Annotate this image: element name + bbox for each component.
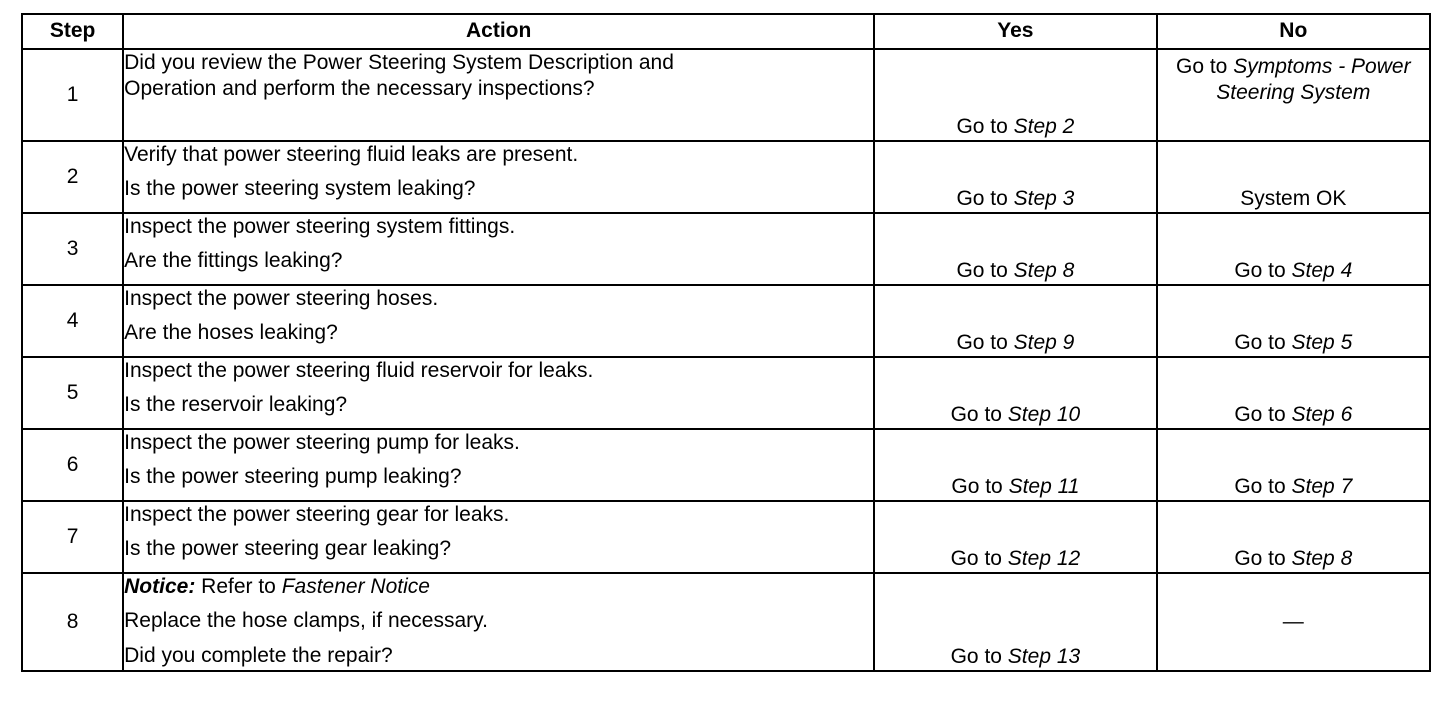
yes-cell (874, 501, 1156, 573)
no-cell (1157, 357, 1430, 429)
yes-step-link[interactable]: Step 10 (1007, 402, 1081, 426)
action-line: Is the power steering gear leaking? (124, 537, 452, 561)
yes-cell (874, 357, 1156, 429)
yes-prefix: Go to (950, 546, 1008, 570)
yes-prefix: Go to (956, 258, 1014, 282)
no-cell (1157, 213, 1430, 285)
yes-prefix: Go to (956, 330, 1014, 354)
table-row (22, 141, 1430, 213)
action-cell (123, 141, 874, 213)
step-number: 8 (22, 573, 123, 671)
action-cell (123, 49, 874, 141)
yes-cell (874, 141, 1156, 213)
no-step-link[interactable]: Step 4 (1291, 258, 1353, 282)
no-step-link[interactable]: Step 6 (1291, 402, 1353, 426)
action-line: Inspect the power steering gear for leaks. (124, 503, 510, 526)
no-step-link[interactable]: Step 5 (1291, 330, 1353, 354)
no-cell (1157, 49, 1430, 141)
step-number: 3 (22, 213, 123, 285)
yes-prefix: Go to (951, 474, 1009, 498)
no-symptoms-link[interactable]: Symptoms - Power Steering System (1216, 55, 1411, 105)
header-no: No (1157, 14, 1430, 49)
no-text: System OK (1240, 186, 1347, 210)
action-line: Replace the hose clamps, if necessary. (124, 609, 488, 633)
action-cell (123, 501, 874, 573)
action-cell (123, 573, 874, 671)
action-cell (123, 429, 874, 501)
table-row (22, 429, 1430, 501)
yes-cell (874, 573, 1156, 671)
header-step: Step (22, 14, 123, 49)
action-cell (123, 285, 874, 357)
yes-cell (874, 49, 1156, 141)
no-step-link[interactable]: Step 8 (1291, 546, 1353, 570)
action-line: Inspect the power steering hoses. (124, 287, 439, 310)
notice-text: Refer to (195, 575, 282, 598)
notice-line (124, 574, 873, 600)
yes-prefix: Go to (950, 644, 1008, 668)
yes-step-link[interactable]: Step 3 (1013, 186, 1075, 210)
no-prefix: Go to (1234, 474, 1292, 498)
no-prefix: Go to (1234, 402, 1292, 426)
yes-prefix: Go to (956, 186, 1014, 210)
no-cell (1157, 429, 1430, 501)
table-row (22, 501, 1430, 573)
action-line: Are the hoses leaking? (124, 321, 338, 345)
action-line: Is the power steering pump leaking? (124, 465, 462, 489)
table-row (22, 285, 1430, 357)
table-row (22, 49, 1430, 141)
step-number: 7 (22, 501, 123, 573)
table-row (22, 573, 1430, 671)
yes-cell (874, 213, 1156, 285)
table-row (22, 357, 1430, 429)
step-number: 4 (22, 285, 123, 357)
header-action: Action (123, 14, 874, 49)
yes-cell (874, 285, 1156, 357)
yes-step-link[interactable]: Step 8 (1013, 258, 1075, 282)
yes-step-link[interactable]: Step 2 (1013, 114, 1075, 138)
no-prefix: Go to (1176, 55, 1234, 78)
action-cell (123, 357, 874, 429)
action-line: Inspect the power steering fluid reservoir for leaks. (124, 359, 594, 382)
action-line: Are the fittings leaking? (124, 249, 343, 273)
fastener-notice-link[interactable]: Fastener Notice (281, 575, 430, 598)
yes-prefix: Go to (956, 114, 1014, 138)
no-prefix: Go to (1234, 546, 1292, 570)
diagnostic-table (21, 13, 1431, 672)
no-step-link[interactable]: Step 7 (1291, 474, 1353, 498)
yes-prefix: Go to (950, 402, 1008, 426)
no-cell (1157, 573, 1430, 671)
action-line: Verify that power steering fluid leaks are present. (124, 143, 579, 166)
no-prefix: Go to (1234, 330, 1292, 354)
no-cell (1157, 501, 1430, 573)
yes-cell (874, 429, 1156, 501)
action-line: Is the reservoir leaking? (124, 393, 348, 417)
yes-step-link[interactable]: Step 12 (1007, 546, 1081, 570)
action-line: Did you review the Power Steering System Description and (124, 51, 674, 74)
action-line: Inspect the power steering pump for leaks. (124, 431, 520, 454)
no-cell (1157, 285, 1430, 357)
action-cell (123, 213, 874, 285)
no-cell (1157, 141, 1430, 213)
yes-step-link[interactable]: Step 13 (1007, 644, 1081, 668)
no-prefix: Go to (1234, 258, 1292, 282)
header-row (22, 14, 1430, 49)
step-number: 6 (22, 429, 123, 501)
action-line: Operation and perform the necessary inspections? (124, 77, 595, 101)
yes-step-link[interactable]: Step 9 (1013, 330, 1075, 354)
step-number: 2 (22, 141, 123, 213)
action-line: Did you complete the repair? (124, 643, 393, 667)
notice-label: Notice: (124, 575, 196, 598)
no-dash: — (1282, 609, 1304, 633)
action-line: Inspect the power steering system fittings. (124, 215, 516, 238)
action-line: Is the power steering system leaking? (124, 177, 476, 201)
table-row (22, 213, 1430, 285)
yes-step-link[interactable]: Step 11 (1008, 474, 1080, 498)
step-number: 1 (22, 49, 123, 141)
step-number: 5 (22, 357, 123, 429)
header-yes: Yes (874, 14, 1156, 49)
